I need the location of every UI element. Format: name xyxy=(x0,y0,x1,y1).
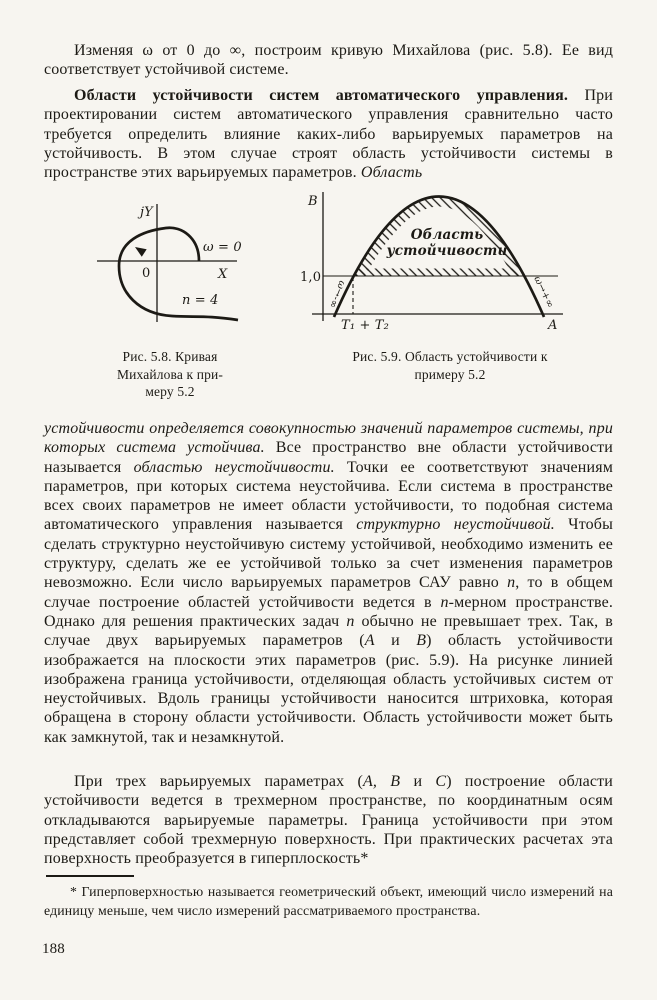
body-segment: Точки ее соответствуют значениям параметров, при которых система неустойчива. Если система в пространстве всех своих параметров не имеет области устойчивости, то подобная система автоматического управления называется xyxy=(44,458,613,534)
figure-5-9-caption xyxy=(287,348,613,383)
footnote-paragraph xyxy=(44,883,613,920)
fig59-omega-right-label: ω→+∞ xyxy=(531,274,556,310)
fig59-level-label: 1,0 xyxy=(300,270,322,285)
body-segment: областью неустойчивости. xyxy=(133,458,335,476)
section-text: При проектировании систем автоматического управления сравнительно часто требуется определить влияние каких-либо варьируемых параметров на устойчивость. В этом случае строят область устойчивости системы в пространстве этих варьируемых параметров. xyxy=(44,87,614,182)
body-segment: и xyxy=(400,773,436,790)
section-heading: Области устойчивости систем автоматического управления. xyxy=(74,87,569,104)
body-segment: A, B xyxy=(362,773,401,790)
fig59-omega-left-label: ω→-∞ xyxy=(326,278,348,310)
figure-5-8-caption xyxy=(75,348,265,401)
body-segment: n xyxy=(346,612,355,630)
caption-line: примеру 5.2 xyxy=(414,366,486,382)
body-segment: n xyxy=(507,574,516,592)
fig59-t-sum-label: T₁ + T₂ xyxy=(341,318,389,333)
three-parameters-paragraph xyxy=(44,772,613,868)
fig58-curve-direction-arrow xyxy=(133,243,147,257)
body-segment: Все пространство вне области устойчивости называется xyxy=(44,439,613,476)
page-number: 188 xyxy=(42,941,65,957)
intro-paragraph xyxy=(44,41,613,80)
figure-5-8-mikhailov-curve xyxy=(94,198,246,332)
figure-5-9-stability-region xyxy=(299,188,586,342)
body-segment: ) построение области устойчивости ведется в трехмерном пространстве, по координатным осям откладываются варьируемые параметры. Граница устойчивости при этом представляет собой трехмерную поверхность. При практических расчетах эта поверхность преобразуется в гиперплоскость* xyxy=(44,773,613,868)
footnote-text: * Гиперповерхностью называется геометрический объект, имеющий число измерений на единицу меньше, чем число измерений рассматриваемого пространства. xyxy=(44,884,613,918)
body-segment: устойчивости определяется совокупностью значений параметров системы, при которых система устойчива. xyxy=(44,420,613,457)
fig59-x-axis-label: A xyxy=(548,318,558,333)
fig58-n-label: n = 4 xyxy=(182,293,219,308)
section-tail-italic: Область xyxy=(360,164,423,182)
body-segment: Чтобы сделать структурно неустойчивую систему устойчивой, необходимо изменить ее структуру, сделать же ее устойчивой только за счет изменения параметров невозможно. Если число варьируемых параметров САУ равно xyxy=(44,516,613,592)
caption-line: меру 5.2 xyxy=(145,384,195,399)
fig58-omega-zero-label: ω = 0 xyxy=(203,240,242,255)
body-segment: и xyxy=(374,632,417,650)
body-segment: A xyxy=(364,632,375,650)
body-segment: n xyxy=(440,593,449,611)
fig59-region-label-line2: устойчивости xyxy=(386,243,508,259)
fig58-x-axis-label: X xyxy=(218,267,228,282)
body-segment: B xyxy=(416,632,427,650)
body-segment: -мерном пространстве. Однако для решения практических задач xyxy=(44,593,613,630)
section-paragraph xyxy=(44,86,613,182)
body-segment: ) область устойчивости изображается на плоскости этих параметров (рис. 5.9). На рисунке линией изображена граница устойчивости, отделяющая область устойчивых систем от неустойчивых. Вдоль границы устойчивости наносится штриховка, которая обращена в сторону области устойчивости. Область устойчивости может быть как замкнутой, так и незамкнутой. xyxy=(44,632,614,746)
caption-line: Рис. 5.9. Область устойчивости к xyxy=(352,349,548,364)
fig58-origin-label: 0 xyxy=(142,266,151,281)
footnote-rule xyxy=(46,875,134,877)
intro-text: Изменяя ω от 0 до ∞, построим кривую Михайлова (рис. 5.8). Ее вид соответствует устойчивой системе. xyxy=(44,42,613,79)
fig58-y-axis-label: jY xyxy=(140,205,153,220)
fig59-region-label-line1: Область xyxy=(410,227,484,243)
caption-line: Рис. 5.8. Кривая xyxy=(122,349,218,364)
body-segment: обычно не превышает трех. Так, в случае двух варьируемых параметров ( xyxy=(44,612,613,650)
body-segment: При трех варьируемых параметрах ( xyxy=(74,773,363,790)
body-segment: , то в общем случае построение областей устойчивости ведется в xyxy=(44,574,613,611)
fig59-y-axis-label: B xyxy=(308,194,318,209)
body-segment: C xyxy=(435,773,447,790)
body-segment: структурно неустойчивой. xyxy=(356,516,555,534)
caption-line: Михайлова к при- xyxy=(116,366,224,382)
main-body-paragraph xyxy=(44,419,613,747)
